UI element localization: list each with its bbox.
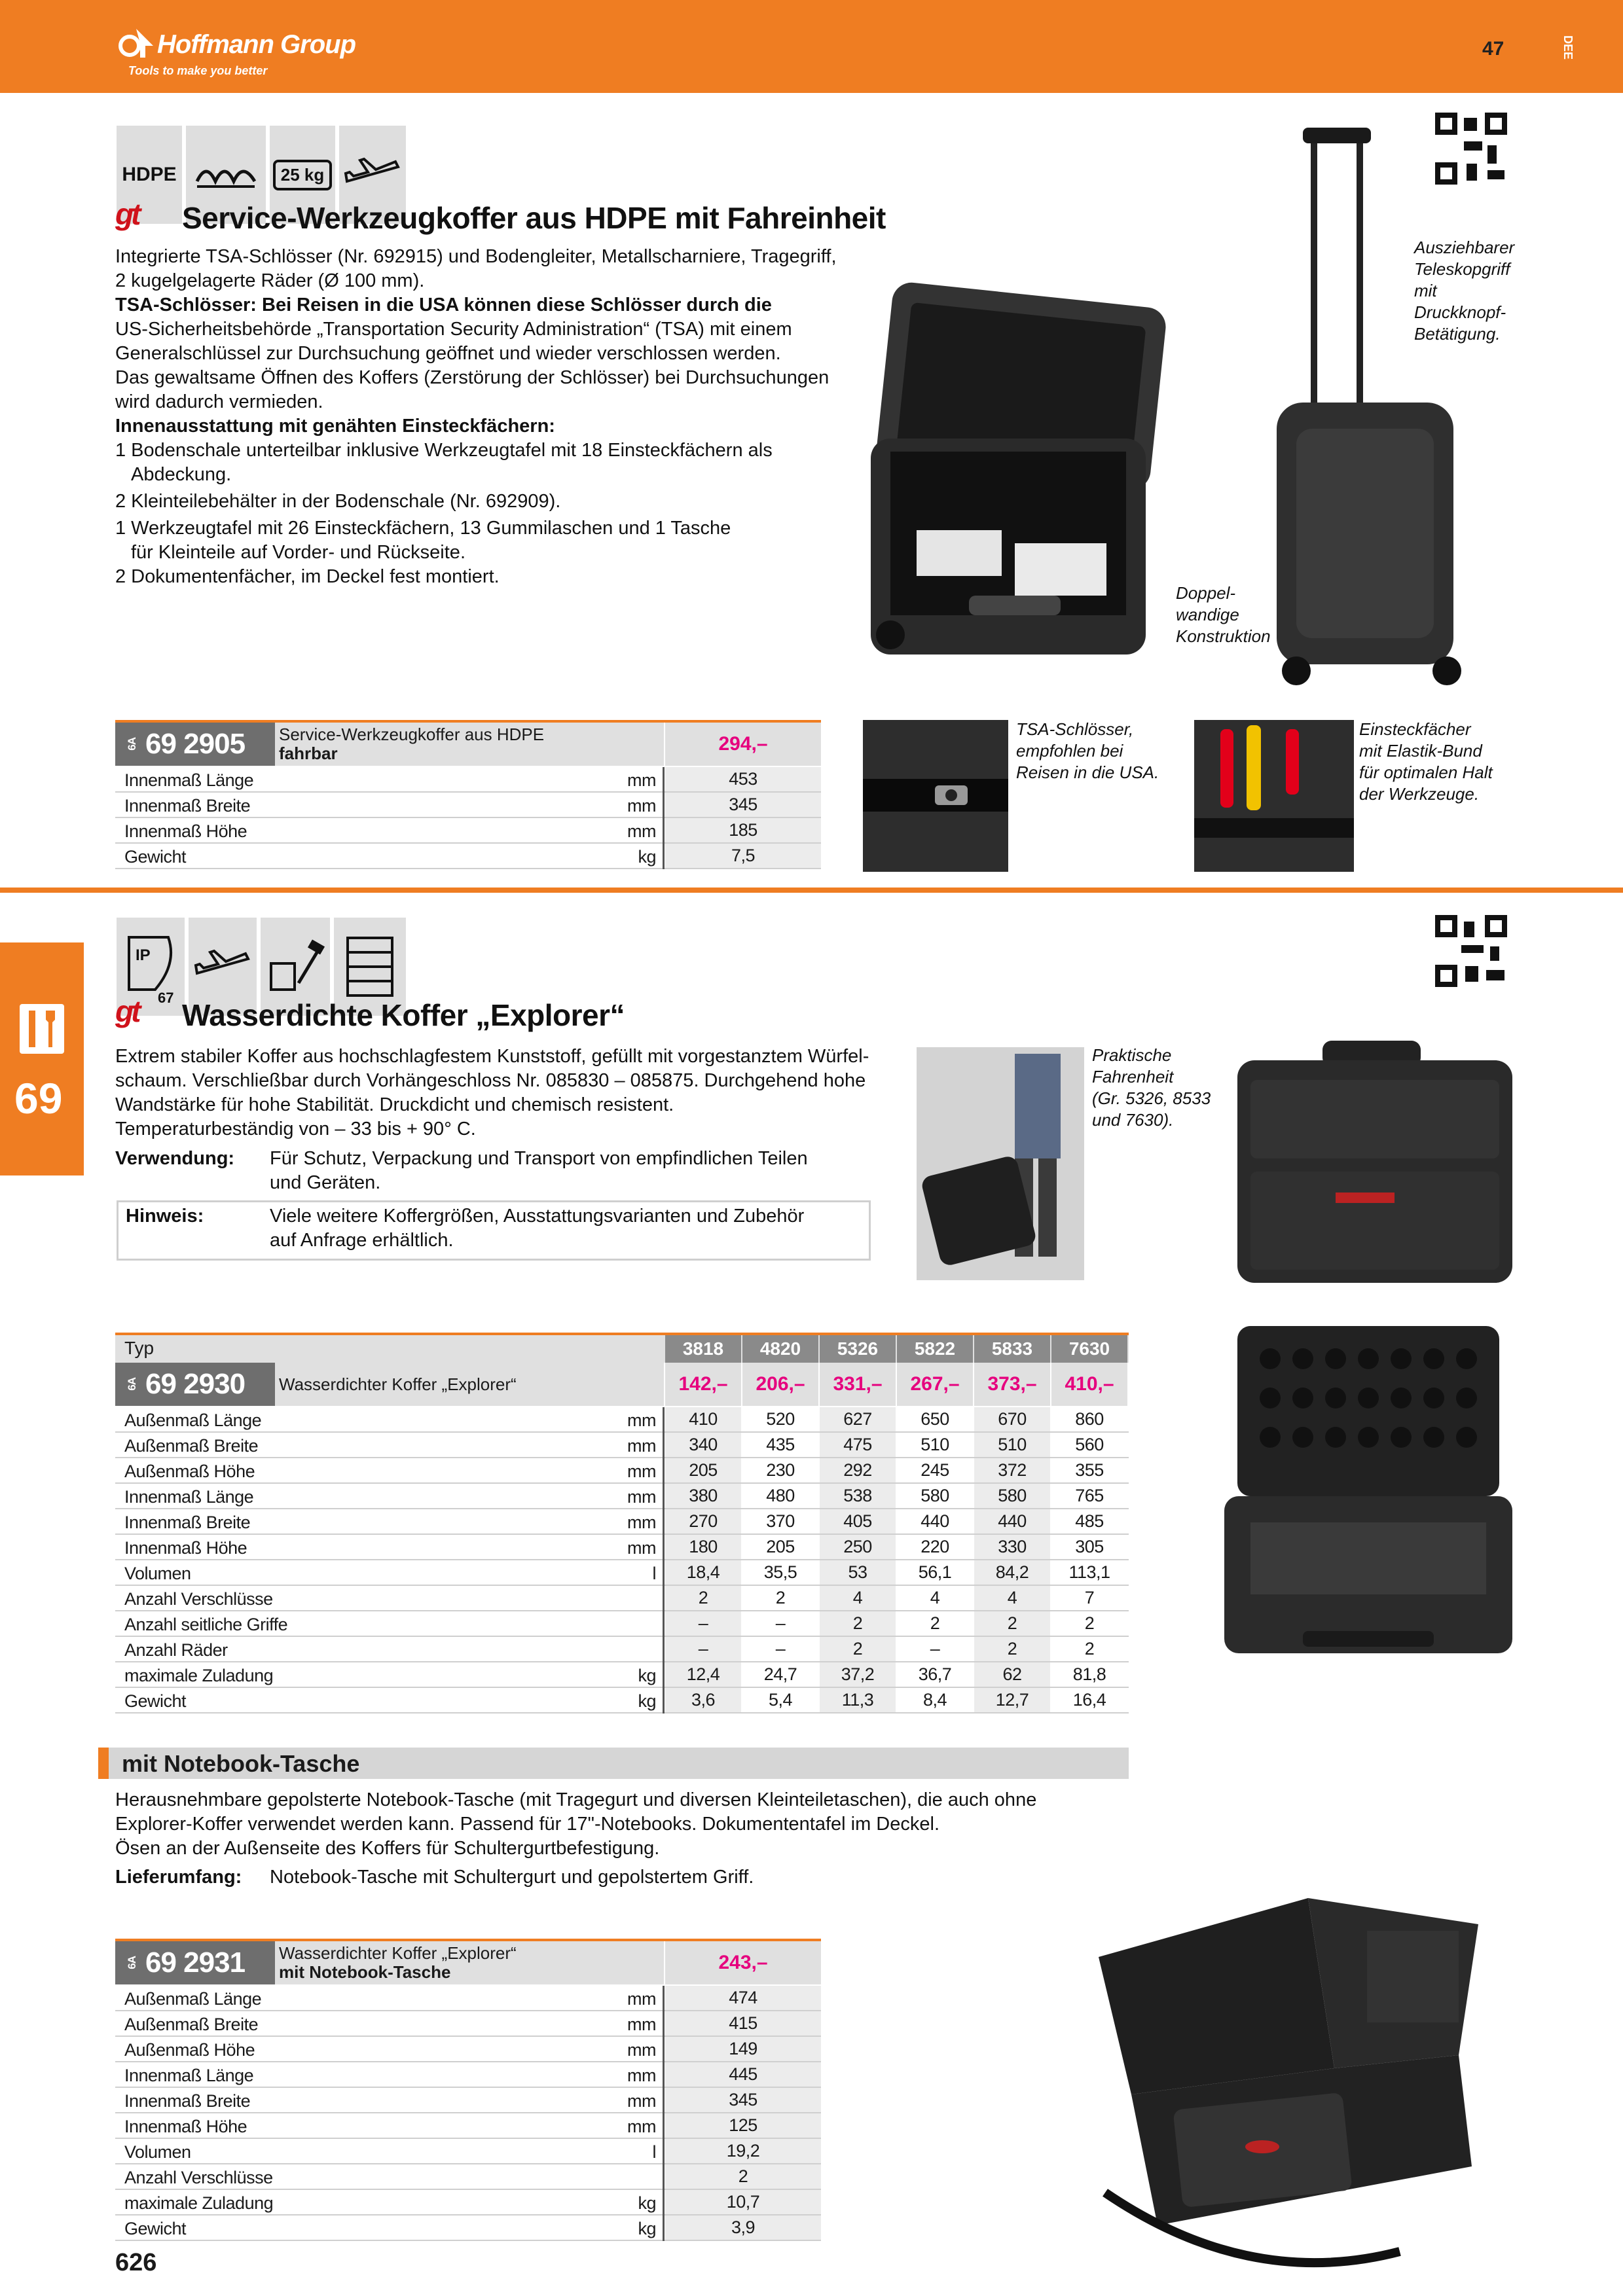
row-value: 12,4 — [665, 1662, 741, 1687]
column-divider — [663, 1458, 665, 1484]
tools-icon — [17, 1001, 67, 1056]
row-label: Innenmaß Länge — [124, 770, 254, 790]
row-value: 380 — [665, 1484, 741, 1508]
row-value: 205 — [665, 1458, 741, 1482]
row-value: 355 — [1051, 1458, 1127, 1482]
row-value: 2 — [665, 2164, 821, 2189]
row-value: 185 — [665, 818, 821, 842]
row-label: Außenmaß Länge — [124, 1410, 262, 1430]
row-value: 245 — [897, 1458, 973, 1482]
trolley-case-photo — [1270, 128, 1467, 691]
price-cell: 331,– — [820, 1363, 896, 1406]
row-unit: mm — [627, 1487, 656, 1507]
row-value: 440 — [897, 1509, 973, 1534]
row-label: Anzahl Verschlüsse — [124, 2168, 273, 2187]
row-label: Innenmaß Höhe — [124, 1538, 247, 1558]
lieferumfang-label: Lieferumfang: — [115, 1867, 242, 1888]
caption-fahrenheit: Praktische Fahrenheit (Gr. 5326, 8533 und 7630). — [1092, 1045, 1211, 1130]
price-cell: 373,– — [974, 1363, 1050, 1406]
row-value: 125 — [665, 2113, 821, 2138]
row-label: Anzahl Räder — [124, 1640, 228, 1660]
brand-tagline: Tools to make you better — [128, 64, 268, 77]
row-value: 330 — [974, 1535, 1050, 1559]
table3-price: 243,– — [665, 1941, 821, 1984]
row-value: 5,4 — [742, 1688, 818, 1712]
row-value: 4 — [897, 1586, 973, 1610]
explorer-case-closed-photo — [1231, 1041, 1519, 1302]
row-value: 765 — [1051, 1484, 1127, 1508]
table1-product-name: Service-Werkzeugkoffer aus HDPE fahrbar — [275, 723, 664, 766]
column-divider — [663, 2139, 665, 2164]
price-cell: 206,– — [742, 1363, 818, 1406]
row-value: 560 — [1051, 1433, 1127, 1457]
row-value: 3,6 — [665, 1688, 741, 1712]
row-value: 520 — [742, 1407, 818, 1431]
row-value: 370 — [742, 1509, 818, 1534]
qr-code-2[interactable] — [1435, 915, 1507, 987]
row-value: 580 — [974, 1484, 1050, 1508]
weight-icon: 25 kg — [270, 126, 335, 224]
type-header-5833: 5833 — [974, 1335, 1050, 1363]
row-value: 56,1 — [897, 1560, 973, 1585]
article-number-692931[interactable]: 6A 69 2931 — [115, 1941, 275, 1984]
row-unit: l — [652, 1564, 656, 1583]
subsection-title: mit Notebook-Tasche — [122, 1750, 360, 1777]
row-value: 270 — [665, 1509, 741, 1534]
person-with-trolley-photo — [917, 1047, 1084, 1280]
row-value: 340 — [665, 1433, 741, 1457]
row-value: 4 — [974, 1586, 1050, 1610]
section-divider — [0, 888, 1623, 893]
row-label: Innenmaß Breite — [124, 796, 251, 816]
row-value: 16,4 — [1051, 1688, 1127, 1712]
row-label: Innenmaß Höhe — [124, 2117, 247, 2136]
row-unit: mm — [627, 770, 656, 790]
row-label: Anzahl Verschlüsse — [124, 1589, 273, 1609]
column-divider — [663, 1535, 665, 1560]
caption-telescope: Ausziehbarer Teleskopgriff mit Druckknopf- Betätigung. — [1414, 238, 1515, 344]
open-case-photo — [864, 281, 1178, 687]
column-divider — [663, 1611, 665, 1637]
row-value: 2 — [974, 1637, 1050, 1661]
explorer-case-open-foam-photo — [1224, 1326, 1512, 1660]
column-divider — [663, 844, 665, 869]
row-label: maximale Zuladung — [124, 1666, 274, 1685]
verwendung-text: Für Schutz, Verpackung und Transport von empfindlichen Teilen und Geräten. — [270, 1148, 808, 1193]
lieferumfang-text: Notebook-Tasche mit Schultergurt und gepolstertem Griff. — [270, 1867, 754, 1888]
typ-label: Typ — [124, 1338, 155, 1358]
column-divider — [663, 1637, 665, 1662]
hinweis-text: Viele weitere Koffergrößen, Ausstattungsvarianten und Zubehör auf Anfrage erhältlich. — [270, 1206, 805, 1251]
table1-price: 294,– — [665, 723, 821, 766]
row-value: 3,9 — [665, 2215, 821, 2240]
row-value: – — [742, 1637, 818, 1661]
row-label: Volumen — [124, 1564, 191, 1583]
row-value: 670 — [974, 1407, 1050, 1431]
price-cell: 142,– — [665, 1363, 741, 1406]
column-divider — [663, 818, 665, 844]
section1-description: Integrierte TSA-Schlösser (Nr. 692915) und Bodengleiter, Metallscharniere, Tragegriff, 2 kugelgelagerte Räder (Ø 100 mm). TSA-Schlösser: Bei Reisen in die USA können diese Schlösser durch die US-Sicherheitsbehörde „Transportation Security Administration“ (TSA) mit einem Generalschlüssel zur Durchsuchung geöffnet und wieder verschlossen werden. Das gewaltsame Öffnen des Koffers (Zerstörung der Schlösser) bei Durchsuchungen wird dadurch vermieden. Innenausstattung mit genähten Einsteckfächern: 1 Bodenschale unterteilbar inklusive Werkzeugtafel mit 18 Einsteckfächern als Abdeckung. 2 Kleinteilebehälter in der Bodenschale (Nr. 692909). 1 Werkzeugtafel mit 26 Einsteckfächern, 13 Gummilaschen und 1 Tasche für Kleinteile auf Vorder- und Rückseite. 2 Dokumentenfächer, im Deckel fest montiert. — [115, 246, 837, 587]
price-cell: 267,– — [897, 1363, 973, 1406]
notebook-case-photo — [1092, 1885, 1485, 2278]
row-value: 180 — [665, 1535, 741, 1559]
row-label: Gewicht — [124, 2219, 187, 2238]
row-value: 292 — [820, 1458, 896, 1482]
row-unit: mm — [627, 1410, 656, 1430]
row-value: 627 — [820, 1407, 896, 1431]
gt-brand-logo: gt — [115, 197, 139, 231]
row-value: 485 — [1051, 1509, 1127, 1534]
chapter-number: 69 — [14, 1074, 63, 1122]
row-value: 19,2 — [665, 2139, 821, 2163]
row-value: 11,3 — [820, 1688, 896, 1712]
row-unit: mm — [627, 796, 656, 816]
row-unit: mm — [627, 1513, 656, 1532]
row-value: 2 — [820, 1611, 896, 1636]
column-divider — [663, 2215, 665, 2241]
row-value: 7 — [1051, 1586, 1127, 1610]
row-unit: kg — [638, 1666, 656, 1685]
row-value: 4 — [820, 1586, 896, 1610]
row-value: 18,4 — [665, 1560, 741, 1585]
row-value: 405 — [820, 1509, 896, 1534]
row-value: 445 — [665, 2062, 821, 2087]
row-value: 220 — [897, 1535, 973, 1559]
row-unit: mm — [627, 821, 656, 841]
brand-name: Hoffmann Group — [157, 30, 356, 59]
column-divider — [663, 2190, 665, 2215]
row-label: Innenmaß Länge — [124, 2066, 254, 2085]
row-unit: kg — [638, 1691, 656, 1711]
row-value: 510 — [897, 1433, 973, 1457]
row-value: 475 — [820, 1433, 896, 1457]
type-header-3818: 3818 — [665, 1335, 741, 1363]
row-unit: kg — [638, 2219, 656, 2238]
caption-tsa: TSA-Schlösser, empfohlen bei Reisen in die USA. — [1016, 719, 1159, 782]
column-divider — [663, 2113, 665, 2139]
row-unit: mm — [627, 2066, 656, 2085]
column-divider — [663, 2037, 665, 2062]
row-label: Innenmaß Länge — [124, 1487, 254, 1507]
page-number-top: 47 — [1482, 38, 1504, 60]
column-divider — [663, 2011, 665, 2037]
table2-product-name: Wasserdichter Koffer „Explorer“ — [275, 1363, 664, 1406]
row-unit: mm — [627, 1989, 656, 2009]
row-value: 305 — [1051, 1535, 1127, 1559]
column-divider — [663, 2164, 665, 2190]
row-unit: mm — [627, 1436, 656, 1456]
row-unit: mm — [627, 1462, 656, 1481]
chapter-tab — [0, 942, 84, 1175]
language-code: DEE — [1561, 35, 1575, 60]
row-label: Außenmaß Breite — [124, 1436, 259, 1456]
elastic-pocket-photo — [1194, 720, 1354, 872]
row-value: 36,7 — [897, 1662, 973, 1687]
row-value: 2 — [897, 1611, 973, 1636]
row-value: 2 — [1051, 1637, 1127, 1661]
section3-description: Herausnehmbare gepolsterte Notebook-Tasche (mit Tragegurt und diversen Kleinteiletaschen), die auch ohne Explorer-Koffer verwendet werden kann. Passend für 17"-Notebooks. Dokumententafel im Deckel. Ösen an der Außenseite des Koffers für Schultergurtbefestigung. — [115, 1789, 1037, 1859]
ip67-icon: IP 67 — [117, 918, 185, 1016]
table3-product-name: Wasserdichter Koffer „Explorer“ mit Notebook-Tasche — [275, 1941, 664, 1984]
row-value: 2 — [742, 1586, 818, 1610]
row-value: 2 — [820, 1637, 896, 1661]
row-value: 230 — [742, 1458, 818, 1482]
row-label: Außenmaß Höhe — [124, 1462, 255, 1481]
row-value: 62 — [974, 1662, 1050, 1687]
row-value: 435 — [742, 1433, 818, 1457]
row-value: 474 — [665, 1986, 821, 2010]
row-value: 650 — [897, 1407, 973, 1431]
row-value: 2 — [665, 1586, 741, 1610]
type-header-7630: 7630 — [1051, 1335, 1127, 1363]
column-divider — [663, 767, 665, 793]
column-divider — [663, 1586, 665, 1611]
column-divider — [663, 2062, 665, 2088]
row-label: Außenmaß Breite — [124, 2015, 259, 2034]
type-header-4820: 4820 — [742, 1335, 818, 1363]
column-divider — [663, 1509, 665, 1535]
row-value: 345 — [665, 793, 821, 817]
hinweis-label: Hinweis: — [126, 1206, 204, 1227]
row-value: – — [897, 1637, 973, 1661]
column-divider — [663, 1433, 665, 1458]
column-divider — [663, 1662, 665, 1688]
column-divider — [663, 1560, 665, 1586]
row-label: Anzahl seitliche Griffe — [124, 1615, 288, 1634]
column-divider — [663, 1484, 665, 1509]
row-value: 84,2 — [974, 1560, 1050, 1585]
hoffmann-logo-icon — [117, 26, 155, 59]
row-unit: mm — [627, 2117, 656, 2136]
row-value: 510 — [974, 1433, 1050, 1457]
row-value: 250 — [820, 1535, 896, 1559]
row-value: 205 — [742, 1535, 818, 1559]
row-unit: kg — [638, 2193, 656, 2213]
row-label: Volumen — [124, 2142, 191, 2162]
row-value: – — [665, 1637, 741, 1661]
row-value: 580 — [897, 1484, 973, 1508]
row-unit: kg — [638, 847, 656, 867]
row-value: 2 — [1051, 1611, 1127, 1636]
row-value: 81,8 — [1051, 1662, 1127, 1687]
section2-description: Extrem stabiler Koffer aus hochschlagfestem Kunststoff, gefüllt mit vorgestanztem Würfel- schaum. Verschließbar durch Vorhängeschloss Nr. 085830 – 085875. Durchgehend hohe Wandstärke für hohe Stabilität. Druckdicht und chemisch resistent. Temperaturbeständig von – 33 bis + 90° C. — [115, 1046, 869, 1139]
row-label: Gewicht — [124, 847, 187, 867]
column-divider — [663, 1407, 665, 1433]
row-label: maximale Zuladung — [124, 2193, 274, 2213]
row-value: 2 — [974, 1611, 1050, 1636]
row-unit: mm — [627, 1538, 656, 1558]
type-header-5326: 5326 — [820, 1335, 896, 1363]
caption-double-wall: Doppel- wandige Konstruktion — [1176, 583, 1271, 646]
column-divider — [663, 793, 665, 818]
row-value: 345 — [665, 2088, 821, 2112]
page-number-bottom: 626 — [115, 2249, 157, 2276]
row-value: 149 — [665, 2037, 821, 2061]
row-label: Gewicht — [124, 1691, 187, 1711]
row-label: Außenmaß Höhe — [124, 2040, 255, 2060]
qr-code-1[interactable] — [1435, 113, 1507, 185]
row-value: 12,7 — [974, 1688, 1050, 1712]
price-cell: 410,– — [1051, 1363, 1127, 1406]
row-value: 7,5 — [665, 844, 821, 868]
row-label: Außenmaß Länge — [124, 1989, 262, 2009]
caption-elastic: Einsteckfächer mit Elastik-Bund für optimalen Halt der Werkzeuge. — [1359, 719, 1493, 804]
row-value: 410 — [665, 1407, 741, 1431]
row-label: Innenmaß Breite — [124, 1513, 251, 1532]
row-value: 480 — [742, 1484, 818, 1508]
row-value: 10,7 — [665, 2190, 821, 2214]
row-value: 37,2 — [820, 1662, 896, 1687]
row-value: 415 — [665, 2011, 821, 2036]
row-unit: mm — [627, 2091, 656, 2111]
row-value: 24,7 — [742, 1662, 818, 1687]
row-value: – — [665, 1611, 741, 1636]
row-value: 440 — [974, 1509, 1050, 1534]
hdpe-label: HDPE — [117, 126, 182, 224]
row-value: 453 — [665, 767, 821, 791]
row-value: 538 — [820, 1484, 896, 1508]
row-label: Innenmaß Breite — [124, 2091, 251, 2111]
column-divider — [663, 1986, 665, 2011]
row-unit: l — [652, 2142, 656, 2162]
row-value: 372 — [974, 1458, 1050, 1482]
row-value: 113,1 — [1051, 1560, 1127, 1585]
verwendung-label: Verwendung: — [115, 1148, 235, 1169]
section2-title: Wasserdichte Koffer „Explorer“ — [182, 998, 625, 1032]
column-divider — [663, 2088, 665, 2113]
type-header-5822: 5822 — [897, 1335, 973, 1363]
gt-brand-logo: gt — [115, 994, 139, 1028]
row-unit: mm — [627, 2040, 656, 2060]
tsa-lock-photo — [863, 720, 1008, 872]
row-value: 860 — [1051, 1407, 1127, 1431]
article-number-692930[interactable]: 6A 69 2930 — [115, 1363, 275, 1406]
section1-title: Service-Werkzeugkoffer aus HDPE mit Fahreinheit — [182, 201, 886, 235]
row-value: – — [742, 1611, 818, 1636]
row-value: 35,5 — [742, 1560, 818, 1585]
row-unit: mm — [627, 2015, 656, 2034]
article-number-692905[interactable]: 6A 69 2905 — [115, 723, 275, 766]
column-divider — [663, 1688, 665, 1713]
row-value: 8,4 — [897, 1688, 973, 1712]
row-value: 53 — [820, 1560, 896, 1585]
row-label: Innenmaß Höhe — [124, 821, 247, 841]
